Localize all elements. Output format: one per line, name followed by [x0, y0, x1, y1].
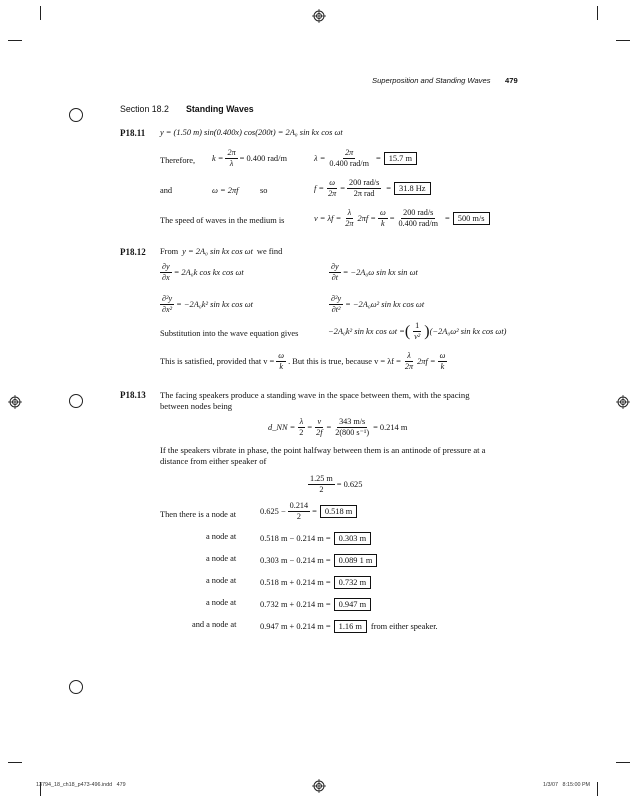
- lambda-fraction: [327, 148, 371, 169]
- f-den2: 2π rad: [353, 189, 375, 198]
- v-fraction-2: [378, 208, 388, 229]
- node-first-num: 0.214: [289, 501, 309, 510]
- d2ydt2-rhs: = −2A₀ω² sin kx cos ωt: [345, 300, 425, 309]
- node-label: a node at: [206, 532, 237, 541]
- node-expression: [260, 554, 377, 567]
- d2ydx2-den: ∂x²: [162, 305, 173, 314]
- crop-mark: [597, 6, 598, 20]
- sat-num3: ω: [439, 351, 446, 360]
- dydx-den: ∂x: [162, 273, 170, 282]
- p1812-d2ydx2: [158, 294, 253, 315]
- p1811-and: and: [160, 186, 173, 195]
- subst-fraction: [412, 321, 422, 342]
- node-label: a node at: [206, 576, 237, 585]
- v-mid: 2πf =: [357, 214, 376, 223]
- from-text: From: [160, 247, 179, 256]
- answer-box-node-first: 0.518 m: [320, 505, 357, 518]
- p1811-k-equation: [212, 148, 287, 169]
- f-num1: ω: [329, 178, 336, 187]
- dydx-fraction: [160, 262, 172, 283]
- dnn-lhs: d_NN =: [268, 423, 296, 432]
- problem-label-p1812: P18.12: [120, 247, 146, 257]
- d2ydt2-den: ∂t²: [331, 305, 341, 314]
- crop-mark: [8, 40, 22, 41]
- dnn-rhs: = 0.214 m: [373, 423, 408, 432]
- node-first-pre: 0.625 −: [260, 507, 286, 516]
- sat-den3: k: [440, 362, 445, 371]
- dnn-den1: 2: [299, 428, 304, 437]
- half-den: 2: [319, 485, 324, 494]
- k-lhs: k =: [212, 154, 224, 163]
- sat-den: k: [279, 362, 283, 371]
- node-first-eq: =: [312, 507, 317, 516]
- f-num2: 200 rad/s: [349, 178, 380, 187]
- sat-num2: λ: [407, 351, 411, 360]
- f-fraction-1: [326, 178, 338, 199]
- node-expr: 0.732 m + 0.214 m =: [260, 600, 331, 609]
- dydx-rhs: = 2A₀k cos kx cos ωt: [173, 268, 244, 277]
- p1811-therefore: Therefore,: [160, 156, 196, 165]
- node-expr: 0.518 m + 0.214 m =: [260, 578, 331, 587]
- p1812-subst-text: Substitution into the wave equation gives: [160, 329, 299, 338]
- node-expression: [260, 598, 371, 611]
- p1812-dydt: [327, 262, 418, 283]
- node-label: a node at: [206, 554, 237, 563]
- sat-den2: 2π: [404, 362, 414, 371]
- dnn-den3: 2(800 s⁻¹): [335, 428, 370, 437]
- p1811-f-equation: f = $\frac{\omega}{2\pi}$ = $\frac{\text{200 rad/s}}{\text{2π rad}}$ = 31.8 Hz: [314, 178, 431, 199]
- registration-mark-icon: [8, 395, 22, 409]
- p1811-so: so: [260, 186, 268, 195]
- dnn-num2: v: [317, 417, 322, 426]
- footer-timestamp: 1/3/07 8:15:00 PM: [543, 782, 591, 788]
- p1812-d2ydt2: [327, 294, 424, 315]
- node-expr: 0.303 m − 0.214 m =: [260, 556, 331, 565]
- lambda-lhs: λ =: [314, 154, 326, 163]
- v-den3: 0.400 rad/m: [398, 219, 439, 228]
- sat-mid: . But this is true, because v = λf =: [288, 357, 401, 366]
- dnn-num3: 343 m/s: [339, 417, 366, 426]
- d2ydt2-fraction: [329, 294, 343, 315]
- sat-fraction-1: [276, 351, 286, 372]
- k-num: 2π: [227, 148, 236, 157]
- sat-mid2: 2πf =: [417, 357, 436, 366]
- v-num2: ω: [379, 208, 386, 217]
- from-equation: y = 2A₀ sin kx cos ωt: [182, 247, 253, 256]
- running-title: Superposition and Standing Waves: [372, 76, 491, 85]
- v-num3: 200 rad/s: [403, 208, 434, 217]
- answer-box-node: 0.303 m: [334, 532, 371, 545]
- v-den1: 2π: [345, 219, 354, 228]
- v-lhs: v = λf =: [314, 214, 342, 223]
- crop-mark: [597, 782, 598, 796]
- binder-hole: [69, 680, 83, 694]
- p1811-omega-eq: ω = 2πf: [212, 186, 239, 195]
- node-label: and a node at: [192, 620, 237, 629]
- dnn-den2: 2f: [316, 428, 323, 437]
- section-title: Standing Waves: [186, 104, 254, 114]
- answer-box-frequency: 31.8 Hz: [394, 182, 431, 195]
- d2ydt2-num: ∂²y: [331, 294, 342, 303]
- node-first-fraction: [288, 501, 310, 522]
- node-first-den: 2: [296, 512, 301, 521]
- p1811-speed-text: The speed of waves in the medium is: [160, 216, 285, 225]
- subst-rhs: (−2A₀ω² sin kx cos ωt): [429, 327, 507, 336]
- d2ydx2-rhs: = −2A₀k² sin kx cos ωt: [176, 300, 253, 309]
- subst-den: v²: [414, 332, 421, 341]
- dnn-fraction-2: [314, 417, 324, 438]
- v-den2: k: [381, 219, 385, 228]
- answer-box-wavelength: 15.7 m: [384, 152, 417, 165]
- we-find: we find: [256, 247, 283, 256]
- node-expression: [260, 576, 371, 589]
- crop-mark: [616, 40, 630, 41]
- dydx-num: ∂y: [162, 262, 170, 271]
- f-lhs: f =: [314, 184, 325, 193]
- binder-hole: [69, 108, 83, 122]
- crop-mark: [616, 762, 630, 763]
- k-den: λ: [229, 159, 234, 168]
- d2ydx2-fraction: [160, 294, 174, 315]
- problem-label-p1813: P18.13: [120, 390, 146, 400]
- crop-mark: [8, 762, 22, 763]
- p1811-lambda-equation: [314, 148, 417, 169]
- node-expression: [260, 532, 371, 545]
- dnn-fraction-1: [297, 417, 305, 438]
- p1812-satisfied-line: [160, 351, 449, 372]
- registration-mark-icon: [312, 9, 326, 23]
- registration-mark-icon: [616, 395, 630, 409]
- satisfied-text: This is satisfied, provided that v =: [160, 357, 275, 366]
- node-expr: 0.947 m + 0.214 m =: [260, 622, 331, 631]
- p1813-intro: The facing speakers produce a standing wave in the space between them, with the spacing between nodes being: [160, 390, 470, 411]
- page-number: 479: [505, 76, 518, 85]
- p1813-inphase-text: If the speakers vibrate in phase, the point halfway between them is an antinode of pressure at a distance from either speaker of: [160, 445, 486, 466]
- v-eq: =: [389, 214, 395, 223]
- p1813-node-first-equation: [260, 501, 357, 522]
- p1813-node-first-label: Then there is a node at: [160, 510, 237, 519]
- sat-fraction-2: [403, 351, 415, 372]
- dydt-rhs: = −2A₀ω sin kx sin ωt: [342, 268, 418, 277]
- footer-file-slug: 13794_18_ch18_p473-496.indd 479: [36, 782, 126, 788]
- node-label: a node at: [206, 598, 237, 607]
- p1813-dnn-equation: [268, 417, 407, 438]
- v-num1: λ: [347, 208, 352, 217]
- section-label: Section 18.2: [120, 104, 169, 114]
- dnn-num1: λ: [299, 417, 304, 426]
- k-rhs: = 0.400 rad/m: [239, 154, 287, 163]
- lambda-eq: =: [375, 154, 381, 163]
- v-fraction-3: [396, 208, 440, 229]
- subst-num: 1: [415, 321, 420, 330]
- node-expression: [260, 620, 438, 633]
- p1812-subst-equation: −2A₀k² sin kx cos ωt = ( $\frac{1}{\text{v²}}$ ) (−2A₀ω² sin kx cos ωt): [328, 321, 507, 341]
- dydt-den: ∂t: [331, 273, 338, 282]
- sat-num: ω: [278, 351, 285, 360]
- half-fraction: [308, 474, 335, 495]
- binder-hole: [69, 394, 83, 408]
- lambda-num: 2π: [345, 148, 354, 157]
- dydt-fraction: [329, 262, 341, 283]
- dnn-eq2: =: [326, 423, 332, 432]
- crop-mark: [40, 6, 41, 20]
- sat-fraction-3: [438, 351, 448, 372]
- node-expr: 0.518 m − 0.214 m =: [260, 534, 331, 543]
- d2ydx2-num: ∂²y: [162, 294, 173, 303]
- v-fraction-1: [343, 208, 355, 229]
- subst-lhs: −2A₀k² sin kx cos ωt =: [328, 327, 405, 336]
- answer-box-node: 0.732 m: [334, 576, 371, 589]
- f-den1: 2π: [328, 189, 337, 198]
- dydt-num: ∂y: [331, 262, 339, 271]
- p1811-v-equation: v = λf = $\frac{\lambda}{2\pi}$ 2πf = $\frac{\omega}{k}$ = $\frac{\text{200 rad/s}}{\text{0.400 rad/m}}$ = 500 m/s: [314, 208, 490, 229]
- f-eq: =: [340, 184, 346, 193]
- problem-label-p1811: P18.11: [120, 128, 146, 138]
- dnn-eq1: =: [307, 423, 313, 432]
- p1812-from-line: [160, 247, 282, 256]
- k-fraction: [225, 148, 237, 169]
- answer-box-node: 0.947 m: [334, 598, 371, 611]
- p1813-half-equation: [306, 474, 362, 495]
- f-fraction-2: [347, 178, 381, 199]
- registration-mark-icon: [312, 779, 326, 793]
- half-num: 1.25 m: [310, 474, 333, 483]
- answer-box-speed: 500 m/s: [453, 212, 490, 225]
- lambda-den: 0.400 rad/m: [329, 159, 369, 168]
- p1812-dydx: [158, 262, 244, 283]
- dnn-fraction-3: [333, 417, 371, 438]
- answer-box-node: 0.089 1 m: [334, 554, 378, 567]
- p1811-equation: y = (1.50 m) sin(0.400x) cos(200t) = 2A₀ sin kx cos ωt: [160, 128, 343, 137]
- answer-box-node: 1.16 m: [334, 620, 367, 633]
- half-rhs: = 0.625: [336, 480, 363, 489]
- node-tail: from either speaker.: [370, 622, 438, 631]
